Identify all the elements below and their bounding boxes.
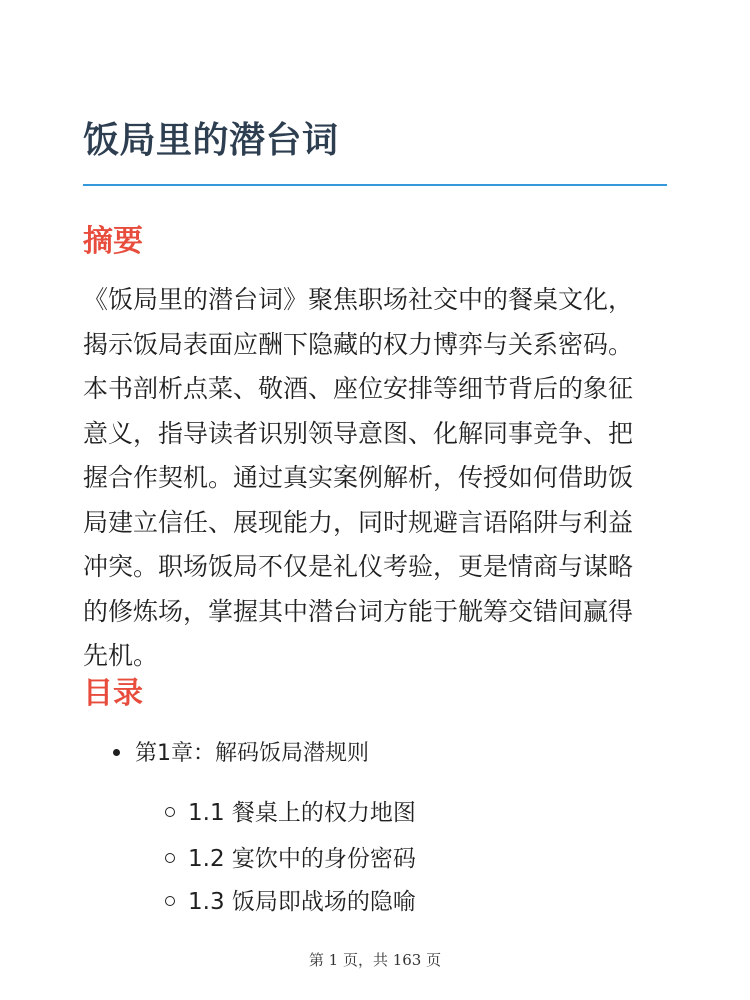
toc-section-label: 1.3 饭局即战场的隐喻 (188, 889, 416, 915)
hollow-bullet-icon (165, 853, 175, 863)
hollow-bullet-icon (165, 896, 175, 906)
summary-line: 意义，指导读者识别领导意图、化解同事竞争、把 (83, 418, 634, 448)
summary-line: 先机。 (83, 641, 159, 670)
summary-heading: 摘要 (83, 224, 143, 259)
summary-line: 握合作契机。通过真实案例解析，传授如何借助饭 (83, 463, 634, 492)
page-title: 饭局里的潜台词 (83, 120, 339, 161)
summary-line: 揭示饭局表面应酬下隐藏的权力博弈与关系密码。 (83, 329, 634, 359)
toc-chapter-item (113, 734, 369, 774)
summary-line: 局建立信任、展现能力，同时规避言语陷阱与利益 (83, 507, 634, 537)
summary-line: 冲突。职场饭局不仅是礼仪考验，更是情商与谋略 (83, 552, 634, 581)
summary-line: 的修炼场，掌握其中潜台词方能于觥筹交错间赢得 (83, 596, 634, 626)
hollow-bullet-icon (165, 807, 175, 817)
toc-section-label: 1.1 餐桌上的权力地图 (188, 800, 416, 826)
toc-chapter-label: 第1章：解码饭局潜规则 (135, 741, 369, 766)
filled-bullet-icon (113, 749, 120, 756)
page-number-footer: 第 1 页，共 163 页 (308, 951, 442, 969)
summary-paragraph (83, 278, 673, 679)
toc-heading: 目录 (83, 676, 143, 711)
title-divider (83, 184, 667, 186)
toc-section-item (165, 793, 416, 833)
toc-section-item (165, 839, 416, 879)
summary-line: 《饭局里的潜台词》聚焦职场社交中的餐桌文化， (83, 285, 634, 314)
toc-section-label: 1.2 宴饮中的身份密码 (188, 846, 416, 872)
toc-section-item (165, 882, 416, 922)
summary-line: 本书剖析点菜、敬酒、座位安排等细节背后的象征 (83, 374, 634, 403)
